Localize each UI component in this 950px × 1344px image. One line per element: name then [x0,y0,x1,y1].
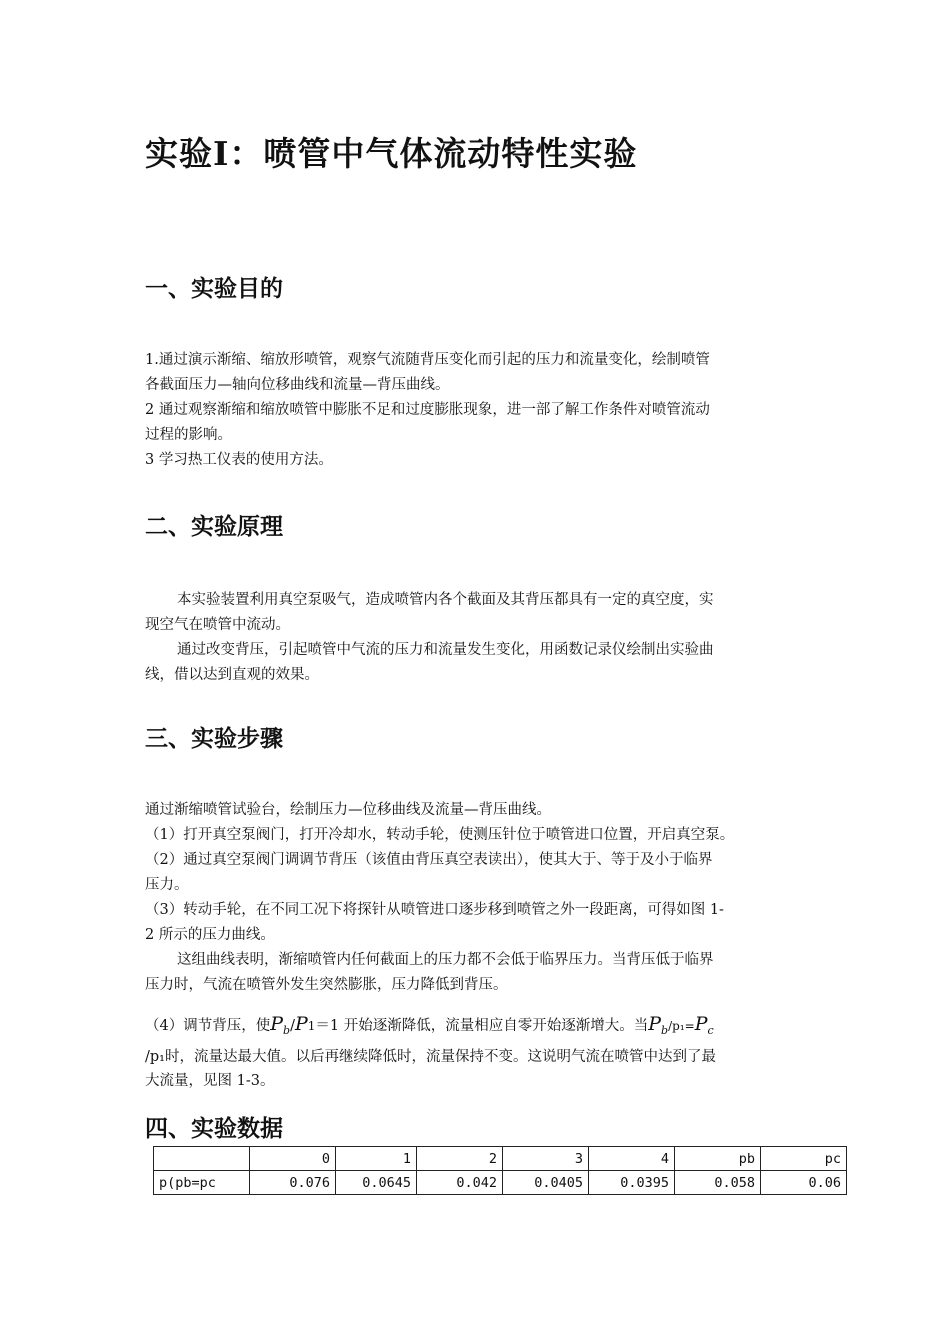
section-heading-data: 四、实验数据 [145,1115,283,1142]
formula-pb: P [270,1013,284,1035]
table-header-row [154,1147,847,1171]
paragraph-line: 过程的影响。 [145,427,232,443]
step4-paragraph [145,1010,815,1093]
table-row [154,1171,847,1195]
table-cell: 0.0645 [336,1171,417,1195]
table-cell: 4 [589,1147,675,1171]
paragraph-line: 线，借以达到直观的效果。 [145,667,319,683]
section-purpose-body [145,348,815,473]
section-heading-principle: 二、实验原理 [145,513,283,540]
paragraph-line: 压力时，气流在喷管外发生突然膨胀，压力降低到背压。 [145,977,508,993]
step4-line-3: 大流量，见图 1-3。 [145,1073,275,1089]
paragraph-line: 2 所示的压力曲线。 [145,927,275,943]
table-cell: 0.06 [761,1171,847,1195]
paragraph-line: 现空气在喷管中流动。 [145,617,290,633]
step4-line-2: /p₁时，流量达最大值。以后再继续降低时，流量保持不变。这说明气流在喷管中达到了最 [145,1049,716,1065]
table-cell: 0 [250,1147,336,1171]
paragraph-line: 本实验装置利用真空泵吸气，造成喷管内各个截面及其背压都具有一定的真空度，实 [177,592,714,608]
paragraph-line: 3 学习热工仪表的使用方法。 [145,452,333,468]
step4-line-1: （4）调节背压，使$P_b/P1=1$ 开始逐渐降低，流量相应自零开始逐渐增大。当$P_b/p_1=P_c$ [145,1013,714,1037]
document-title: 实验Ⅰ：喷管中气体流动特性实验 [145,134,638,173]
table-cell: 0.058 [675,1171,761,1195]
table-cell [154,1147,250,1171]
table-cell: pc [761,1147,847,1171]
formula-pb-2: P [648,1013,662,1035]
section-steps-body [145,798,815,998]
table-cell: 1 [336,1147,417,1171]
paragraph-line: （2）通过真空泵阀门调调节背压（该值由背压真空表读出），使其大于、等于及小于临界 [145,852,713,868]
table-cell: p(pb=pc [154,1171,250,1195]
table-cell: 0.0395 [589,1171,675,1195]
paragraph-line: （1）打开真空泵阀门，打开冷却水，转动手轮，使测压针位于喷管进口位置，开启真空泵。 [145,827,735,843]
paragraph-line: 2 通过观察渐缩和缩放喷管中膨胀不足和过度膨胀现象，进一部了解工作条件对喷管流动 [145,402,710,418]
table-cell: 0.042 [417,1171,503,1195]
section-heading-purpose: 一、实验目的 [145,275,283,302]
section-heading-steps: 三、实验步骤 [145,725,283,752]
paragraph-line: 压力。 [145,877,189,893]
data-table [153,1146,847,1195]
table-cell: 2 [417,1147,503,1171]
table-cell: pb [675,1147,761,1171]
section-principle-body [145,588,815,688]
table-cell: 3 [503,1147,589,1171]
table-cell: 0.0405 [503,1171,589,1195]
paragraph-line: 通过改变背压，引起喷管中气流的压力和流量发生变化，用函数记录仪绘制出实验曲 [177,642,714,658]
paragraph-line: 各截面压力—轴向位移曲线和流量—背压曲线。 [145,377,450,393]
paragraph-line: 这组曲线表明，渐缩喷管内任何截面上的压力都不会低于临界压力。当背压低于临界 [177,952,714,968]
table-cell: 0.076 [250,1171,336,1195]
paragraph-line: （3）转动手轮，在不同工况下将探针从喷管进口逐步移到喷管之外一段距离，可得如图 1- [145,902,724,918]
paragraph-line: 1.通过演示渐缩、缩放形喷管，观察气流随背压变化而引起的压力和流量变化，绘制喷管 [145,352,710,368]
formula-pc: P [694,1013,708,1035]
formula-p1: P [294,1013,308,1035]
paragraph-line: 通过渐缩喷管试验台，绘制压力—位移曲线及流量—背压曲线。 [145,802,551,818]
